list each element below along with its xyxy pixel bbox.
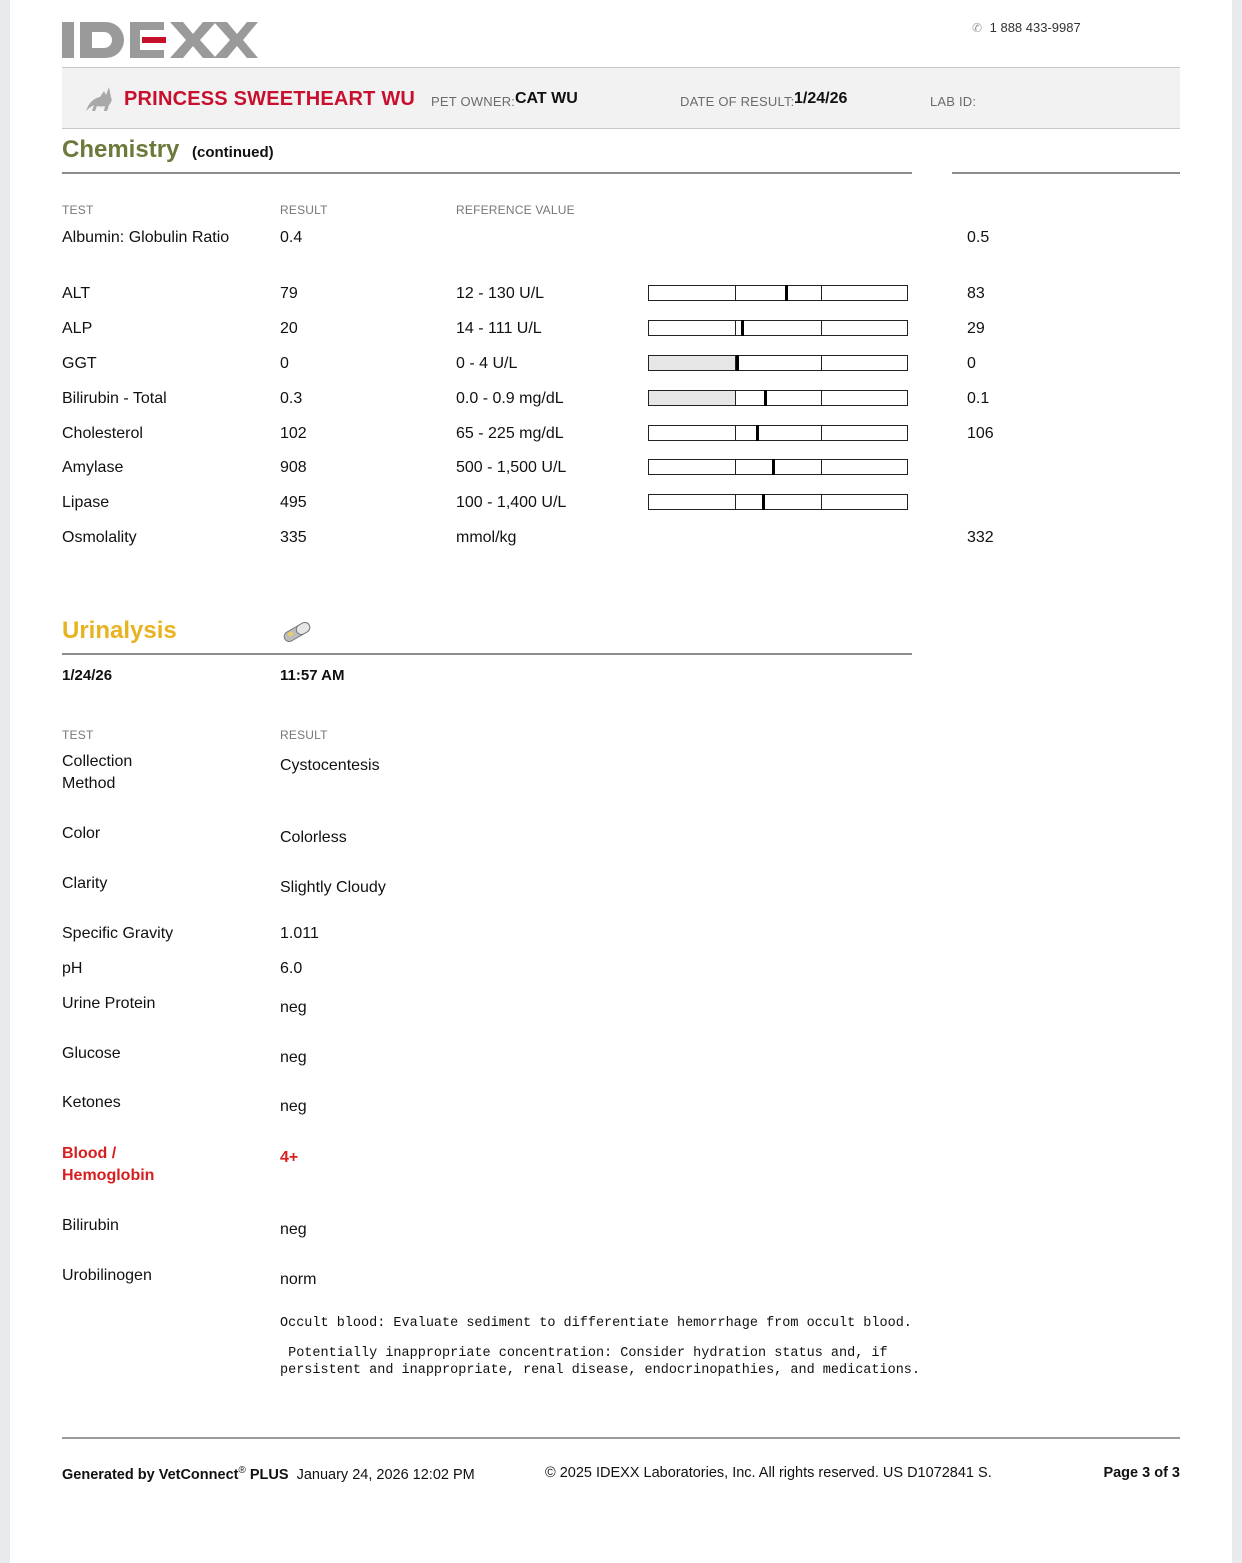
ua-test-specific-gravity: Specific Gravity [62,925,174,942]
generated-by-label: Generated by VetConnect [62,1466,239,1483]
report-page [10,0,1232,1563]
patient-name: PRINCESS SWEETHEART WU [124,88,416,110]
ua-result-abnormal: 4+ [280,1149,299,1166]
lab-phone[interactable] [972,20,1081,35]
page-number: Page 3 of 3 [1103,1465,1180,1481]
chem-reference: 65 - 225 mg/dL [456,425,564,442]
range-bar-high-divider [821,286,822,300]
range-bar-marker [756,425,759,441]
chem-result: 0.4 [280,229,303,246]
chem-reference: 100 - 1,400 U/L [456,494,567,511]
urinalysis-test-strip-icon [282,620,312,644]
urinalysis-notes [280,1315,930,1392]
ua-result: Slightly Cloudy [280,879,386,896]
range-bar-marker [762,494,765,510]
chem-col-test: TEST [62,203,94,217]
chem-test-bilirubin-total: Bilirubin - Total [62,390,167,407]
chem-test-amylase: Amylase [62,459,124,476]
ua-test-bilirubin: Bilirubin [62,1217,119,1234]
owner-name: CAT WU [515,90,578,107]
generated-date: January 24, 2026 12:02 PM [296,1466,475,1483]
range-bar-shade [649,391,736,405]
plus-label: PLUS [249,1466,289,1483]
ua-col-test: TEST [62,728,94,742]
range-bar [648,390,908,406]
range-bar-low-divider [735,426,736,440]
range-bar-low-divider [735,321,736,335]
ua-test-ketones: Ketones [62,1094,121,1111]
range-bar-high-divider [821,426,822,440]
ua-result: neg [280,1098,307,1115]
chem-result: 79 [280,285,298,302]
range-bar-high-divider [821,391,822,405]
idexx-logo [62,20,258,60]
chem-result: 0 [280,355,289,372]
ua-result: Colorless [280,829,347,846]
phone-icon: ✆ [972,21,983,35]
range-bar-low-divider [735,391,736,405]
chem-col-result: RESULT [280,203,328,217]
range-bar [648,425,908,441]
range-bar-shade [649,356,736,370]
range-bar [648,285,908,301]
urinalysis-title: Urinalysis [62,617,177,644]
ua-test-urine-protein: Urine Protein [62,995,156,1012]
ua-result: neg [280,1221,307,1238]
patient-info-band [62,67,1180,129]
urinalysis-date: 1/24/26 [62,667,113,684]
ua-test-clarity: Clarity [62,875,108,892]
note-concentration: Potentially inappropriate concentration: Consider hydration status and, if persistent and inappropriate, renal disease, endocrinopathies, and medications. [280,1345,921,1378]
registered-mark: ® [238,1465,246,1476]
chem-reference: 0 - 4 U/L [456,355,518,372]
date-of-result-label: DATE OF RESULT: [680,94,795,109]
chem-previous-result: 0 [967,355,976,372]
range-bar [648,355,908,371]
chem-result: 20 [280,320,298,337]
ua-result: 1.011 [280,925,319,942]
range-bar-low-divider [735,286,736,300]
ua-result: Cystocentesis [280,757,380,774]
chem-col-reference: REFERENCE VALUE [456,203,575,217]
lab-id-label: LAB ID: [930,94,977,109]
chem-test-ggt: GGT [62,355,97,372]
chem-result: 0.3 [280,390,303,407]
range-bar-high-divider [821,495,822,509]
footer-generated [62,1465,475,1483]
chem-test-lipase: Lipase [62,494,110,511]
range-bar-high-divider [821,356,822,370]
chem-test-albumin-globulin-ratio: Albumin: Globulin Ratio [62,229,230,246]
chemistry-title: Chemistry [62,136,180,163]
ua-test-urobilinogen: Urobilinogen [62,1267,152,1284]
chem-result: 102 [280,425,307,442]
chem-previous-result: 332 [967,529,994,546]
range-bar-low-divider [735,495,736,509]
ua-test-glucose: Glucose [62,1045,121,1062]
chem-previous-result: 106 [967,425,994,442]
range-bar [648,320,908,336]
ua-result: norm [280,1271,317,1288]
range-bar [648,494,908,510]
range-bar-marker [785,285,788,301]
date-of-result: 1/24/26 [794,90,848,107]
chem-reference: 0.0 - 0.9 mg/dL [456,390,564,407]
chem-previous-result: 0.1 [967,390,990,407]
range-bar-low-divider [735,460,736,474]
chem-result: 335 [280,529,307,546]
range-bar-marker [764,390,767,406]
range-bar-high-divider [821,321,822,335]
range-bar-marker [741,320,744,336]
ua-test-collection-method: Collection Method [62,753,133,792]
footer-copyright: © 2025 IDEXX Laboratories, Inc. All rights reserved. US D1072841 S. [545,1465,992,1481]
cat-icon [84,83,116,113]
note-occult-blood: Occult blood: Evaluate sediment to differentiate hemorrhage from occult blood. [280,1316,912,1331]
range-bar-marker [736,355,739,371]
chem-test-osmolality: Osmolality [62,529,137,546]
chemistry-rule [62,172,912,174]
urinalysis-time: 11:57 AM [280,667,345,684]
chem-previous-result: 83 [967,285,985,302]
urinalysis-rule [62,653,912,655]
chemistry-continued: (continued) [192,144,274,161]
ua-result: neg [280,1049,307,1066]
range-bar-high-divider [821,460,822,474]
previous-column-rule [952,172,1180,174]
range-bar-marker [772,459,775,475]
range-bar [648,459,908,475]
ua-col-result: RESULT [280,728,328,742]
chem-result: 495 [280,494,307,511]
ua-test-ph: pH [62,960,83,977]
ua-result: neg [280,999,307,1016]
owner-label: PET OWNER: [431,94,516,109]
chem-test-alt: ALT [62,285,91,302]
chem-reference: 14 - 111 U/L [456,320,542,337]
chem-previous-result: 29 [967,320,985,337]
chem-reference: mmol/kg [456,529,517,546]
phone-number: 1 888 433-9987 [989,20,1081,35]
chem-reference: 12 - 130 U/L [456,285,545,302]
footer-rule [62,1437,1180,1439]
chem-reference: 500 - 1,500 U/L [456,459,567,476]
chem-test-alp: ALP [62,320,93,337]
chem-previous-result: 0.5 [967,229,990,246]
ua-test-color: Color [62,825,101,842]
ua-test-blood-hemoglobin: Blood / Hemoglobin [62,1145,155,1184]
chem-result: 908 [280,459,307,476]
chem-test-cholesterol: Cholesterol [62,425,143,442]
ua-result: 6.0 [280,960,303,977]
